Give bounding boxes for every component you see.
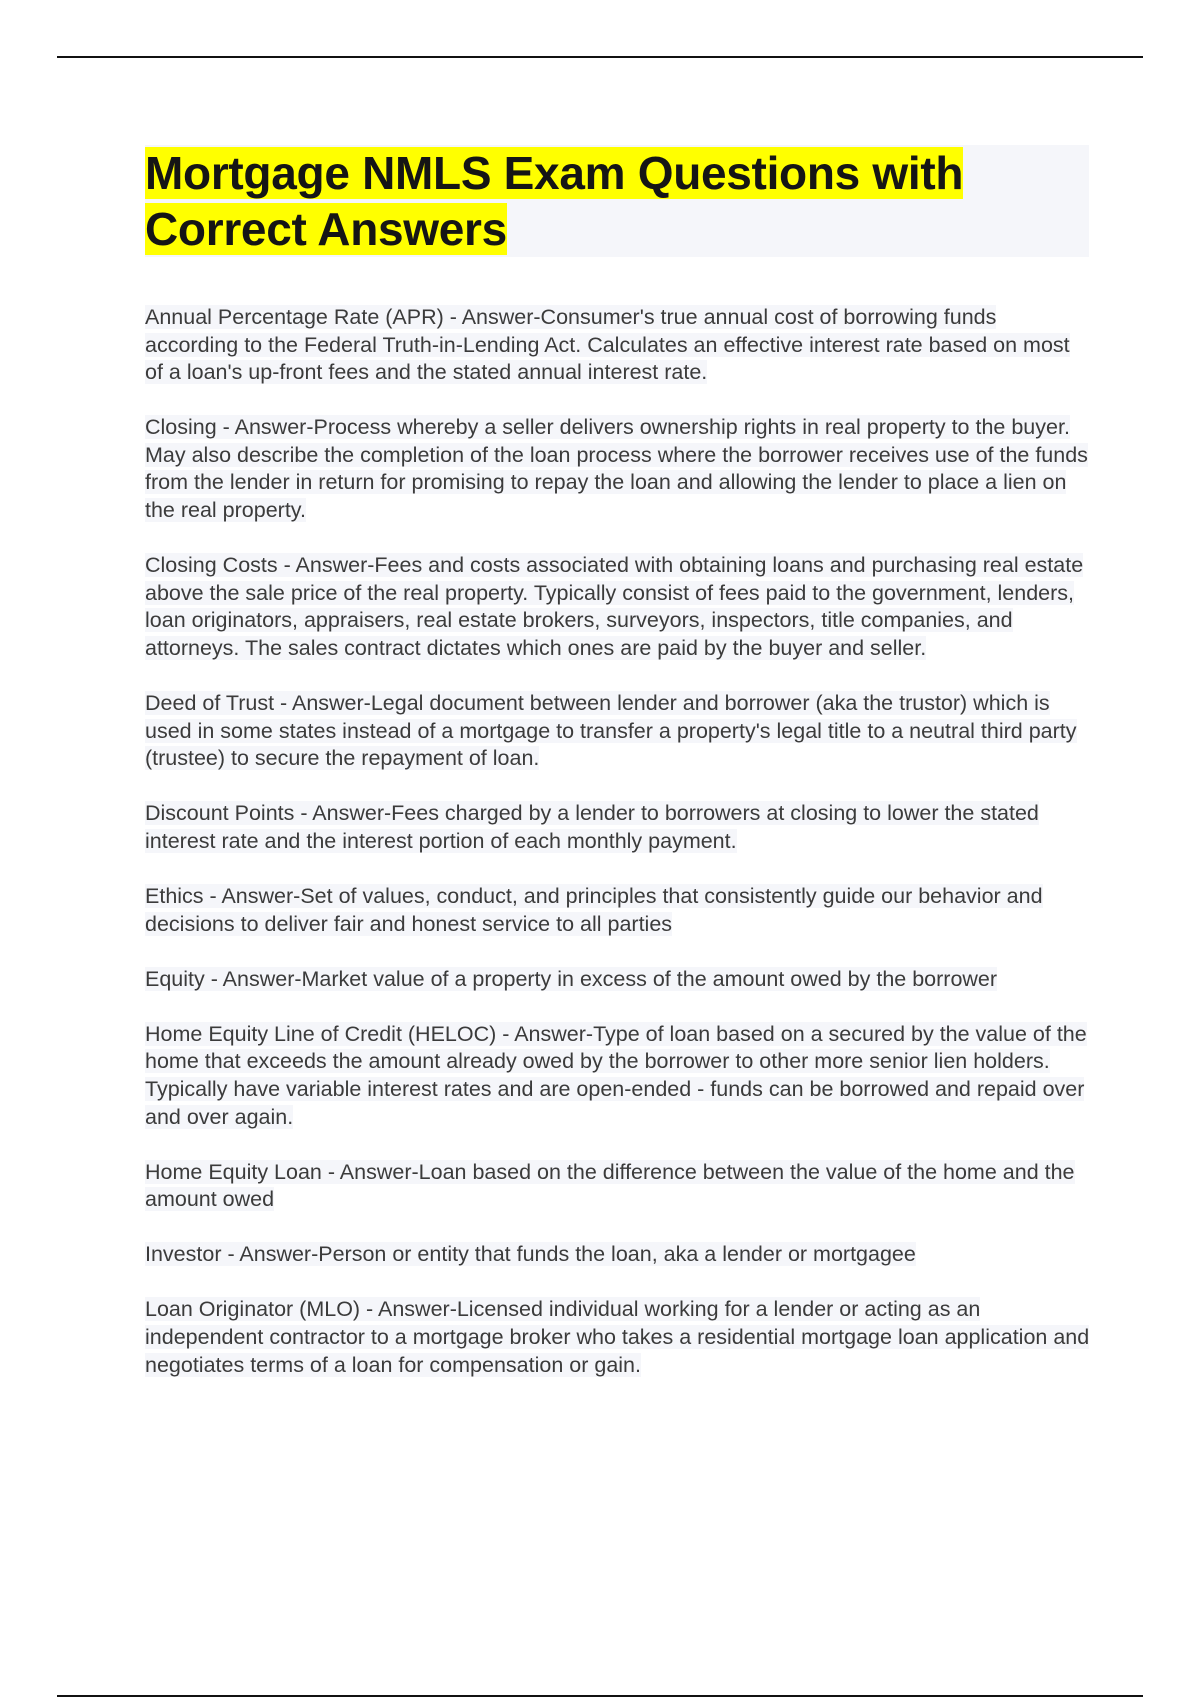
entry-apr [145,304,1091,387]
document-title [145,145,1089,257]
entry-investor [145,1241,1091,1269]
bottom-rule [57,1695,1143,1697]
entry-text: Investor - Answer-Person or entity that funds the loan, aka a lender or mortgagee [145,1242,916,1267]
entry-closing-costs [145,552,1091,662]
entry-text: Deed of Trust - Answer-Legal document between lender and borrower (aka the trustor) which is used in some states instead of a mortgage to transfer a property's legal title to a neutral third party (trustee) to secure the repayment of loan. [145,691,1077,771]
entry-loan-originator [145,1296,1091,1379]
entry-ethics [145,883,1091,938]
title-block [145,145,1089,257]
entry-home-equity-loan [145,1159,1091,1214]
entry-text: Annual Percentage Rate (APR) - Answer-Consumer's true annual cost of borrowing funds according to the Federal Truth-in-Lending Act. Calculates an effective interest rate based on most of a loan's up-front fees and the stated annual interest rate. [145,305,1070,385]
entry-heloc [145,1021,1091,1131]
entry-list [145,304,1091,1407]
entry-equity [145,966,1091,994]
entry-text: Discount Points - Answer-Fees charged by a lender to borrowers at closing to lower the stated interest rate and the interest portion of each monthly payment. [145,801,1039,853]
entry-text: Home Equity Line of Credit (HELOC) - Answer-Type of loan based on a secured by the value of the home that exceeds the amount already owed by the borrower to other more senior lien holders. Typically have variable interest rates and are open-ended - funds can be borrowed and repaid over and over again. [145,1021,1087,1129]
entry-text: Home Equity Loan - Answer-Loan based on the difference between the value of the home and the amount owed [145,1159,1075,1212]
entry-text: Loan Originator (MLO) - Answer-Licensed individual working for a lender or acting as an independent contractor to a mortgage broker who takes a residential mortgage loan application and negotiates terms of a loan for compensation or gain. [145,1297,1090,1377]
entry-text: Closing - Answer-Process whereby a seller delivers ownership rights in real property to the buyer. May also describe the completion of the loan process where the borrower receives use of the funds from the lender in return for promising to repay the loan and allowing the lender to place a lien on the real property. [145,415,1088,523]
top-rule [57,56,1143,58]
entry-closing [145,414,1091,524]
entry-discount-points [145,800,1091,855]
entry-deed-of-trust [145,690,1091,773]
entry-text: Closing Costs - Answer-Fees and costs associated with obtaining loans and purchasing real estate above the sale price of the real property. Typically consist of fees paid to the government, lenders, loan originators, appraisers, real estate brokers, surveyors, inspectors, title companies, and attorneys. The sales contract dictates which ones are paid by the buyer and seller. [145,553,1084,660]
document-title-text: Mortgage NMLS Exam Questions with Correct Answers [145,147,964,255]
entry-text: Equity - Answer-Market value of a property in excess of the amount owed by the borrower [145,966,998,991]
entry-text: Ethics - Answer-Set of values, conduct, and principles that consistently guide our behavior and decisions to deliver fair and honest service to all parties [145,884,1043,936]
